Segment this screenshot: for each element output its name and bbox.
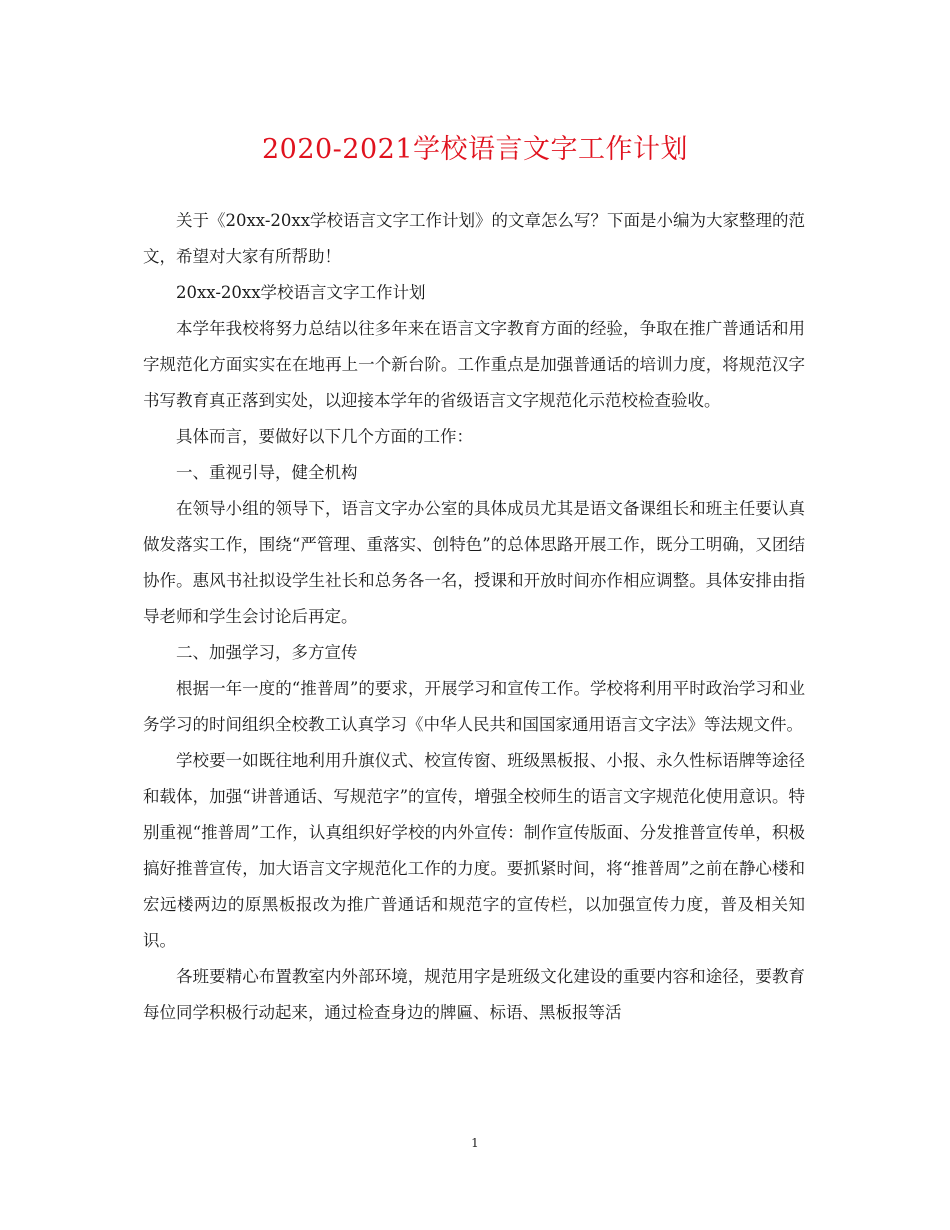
paragraph-specifics: 具体而言，要做好以下几个方面的工作： — [176, 427, 473, 446]
document-body — [143, 203, 805, 1031]
section-heading-2: 二、加强学习，多方宣传 — [176, 643, 358, 662]
paragraph-section-2b: 学校要一如既往地利用升旗仪式、校宣传窗、班级黑板报、小报、永久性标语牌等途径和载体，加强“讲普通话、写规范字”的宣传，增强全校师生的语言文字规范化使用意识。特别重视“推普周”工作，认真组织好学校的内外宣传：制作宣传版面、分发推普宣传单，积极搞好推普宣传，加大语言文字规范化工作的力度。要抓紧时间，将“推普周”之前在静心楼和宏远楼两边的原黑板报改为推广普通话和规范字的宣传栏，以加强宣传力度，普及相关知识。 — [143, 751, 805, 950]
section-heading-1: 一、重视引导，健全机构 — [176, 463, 358, 482]
paragraph-subtitle: 20xx-20xx学校语言文字工作计划 — [176, 283, 426, 302]
paragraph-section-1: 在领导小组的领导下，语言文字办公室的具体成员尤其是语文备课组长和班主任要认真做发落实工作，围绕“严管理、重落实、创特色”的总体思路开展工作，既分工明确，又团结协作。惠风书社拟设学生社长和总务各一名，授课和开放时间亦作相应调整。具体安排由指导老师和学生会讨论后再定。 — [143, 499, 805, 626]
page-number: 1 — [471, 1136, 479, 1150]
paragraph-overview: 本学年我校将努力总结以往多年来在语言文字教育方面的经验，争取在推广普通话和用字规范化方面实实在在地再上一个新台阶。工作重点是加强普通话的培训力度，将规范汉字书写教育真正落到实处，以迎接本学年的省级语言文字规范化示范校检查验收。 — [143, 319, 805, 410]
paragraph-section-2c: 各班要精心布置教室内外部环境，规范用字是班级文化建设的重要内容和途径，要教育每位同学积极行动起来，通过检查身边的牌匾、标语、黑板报等活 — [143, 967, 805, 1022]
paragraph-section-2a: 根据一年一度的“推普周”的要求，开展学习和宣传工作。学校将利用平时政治学习和业务学习的时间组织全校教工认真学习《中华人民共和国国家通用语言文字法》等法规文件。 — [143, 679, 805, 734]
document-title: 2020-2021学校语言文字工作计划 — [261, 134, 689, 165]
paragraph-intro: 关于《20xx-20xx学校语言文字工作计划》的文章怎么写？下面是小编为大家整理的范文，希望对大家有所帮助！ — [143, 211, 805, 266]
